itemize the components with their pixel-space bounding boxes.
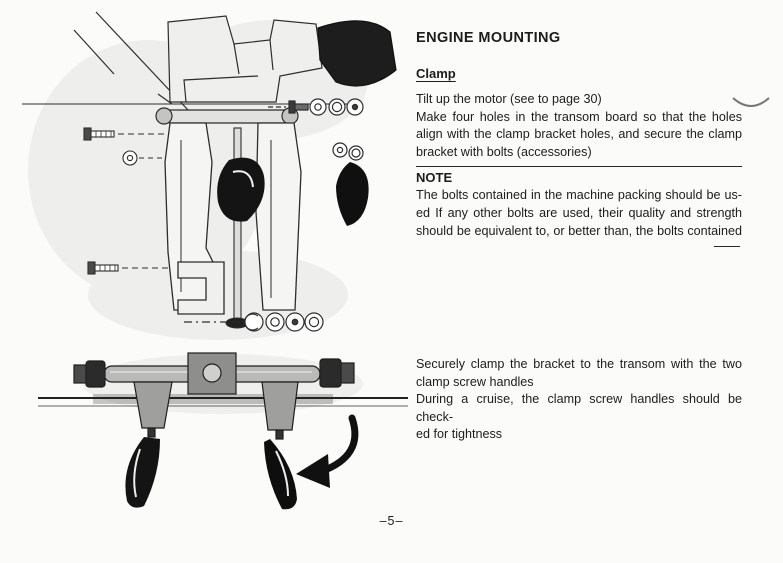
section-heading: Clamp [416,66,456,81]
note-label: NOTE [416,170,453,186]
note-continuation-dash [714,246,740,247]
body-line: ed for tightness [416,427,503,442]
clamp-bracket-illustration [18,10,403,345]
curl-curve [731,90,771,116]
clamp-handle-side [336,162,369,226]
body-line: Tilt up the motor (see to page 30) [416,92,602,106]
figure-clamp-bracket [18,10,403,345]
note-line: The bolts contained in the machine packing should be us- [416,188,742,203]
intro-paragraph [416,91,742,161]
clamp-screw-handle-left [125,437,160,508]
body-line: clamp screw handles [416,374,534,389]
lower-paragraph [416,356,742,444]
text-column [416,30,742,247]
figure-clamp-handles [38,350,408,515]
tilt-tube [156,108,298,124]
page-title: ENGINE MOUNTING [416,30,561,46]
note-block [416,166,742,247]
rotation-arrow-icon [296,418,355,488]
page-curl-artifact [731,90,771,116]
washer-pair-right [333,143,363,160]
body-line: bracket with bolts (accessories) [416,144,592,159]
clamp-screw-handle-right [264,439,297,509]
note-line: ed If any other bolts are used, their quality and strength [416,205,742,220]
body-line: Securely clamp the bracket to the transom with the two [416,357,742,371]
note-text [416,187,742,240]
clamp-handles-illustration [38,350,408,515]
body-line: During a cruise, the clamp screw handles should be check- [416,392,742,424]
body-line: Make four holes in the transom board so that the holes [416,109,742,124]
note-line: should be equivalent to, or better than, the bolts contained [416,223,742,238]
body-line: align with the clamp bracket holes, and secure the clamp [416,127,742,142]
page-number: –5– [379,514,404,528]
